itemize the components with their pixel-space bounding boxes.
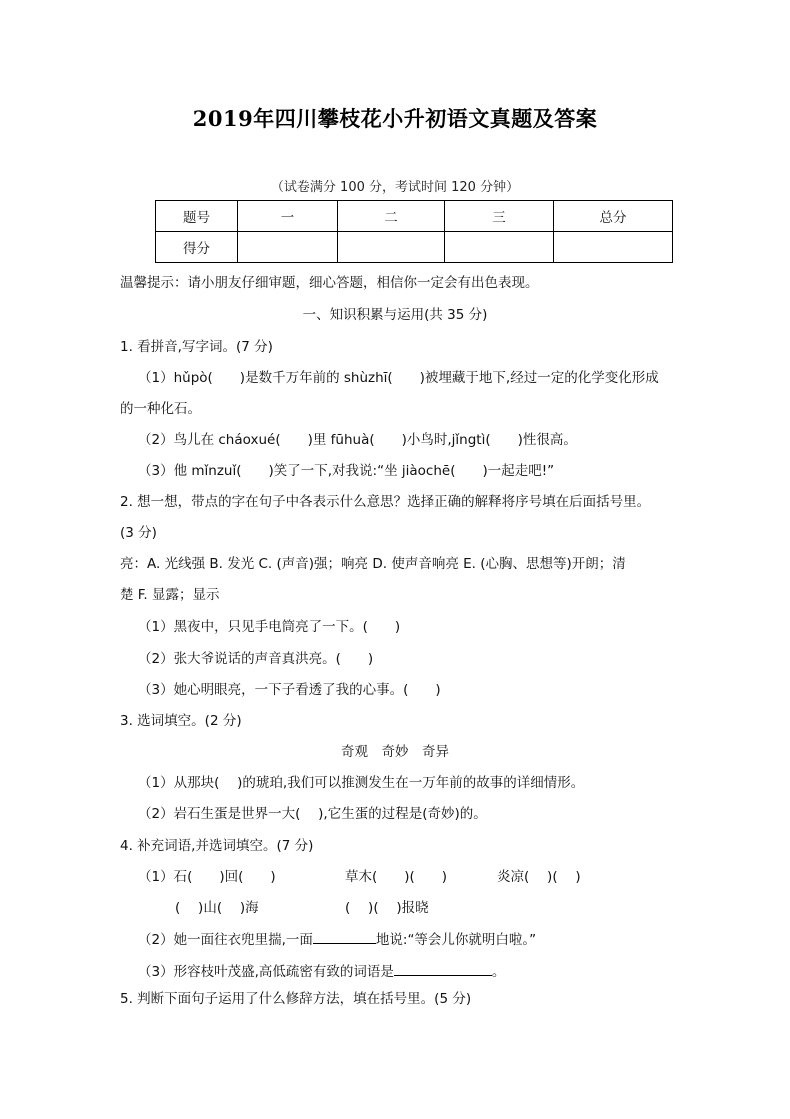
question-4-item-3 xyxy=(138,960,505,980)
score-table-score-row xyxy=(156,232,673,263)
question-4-item-1e: ( )( )报晓 xyxy=(345,900,429,916)
score-input-cell[interactable] xyxy=(238,232,338,263)
section-heading: 一、知识积累与运用(共 35 分) xyxy=(302,307,488,323)
question-4-item-1c: 炎凉( )( ) xyxy=(497,869,581,885)
question-4-item-3-pre: （3）形容枝叶茂盛,高低疏密有致的词语是 xyxy=(138,964,394,980)
table-cell: 题号 xyxy=(156,201,238,232)
tip-text: 温馨提示：请小朋友仔细审题，细心答题，相信你一定会有出色表现。 xyxy=(120,275,539,291)
score-input-cell[interactable] xyxy=(445,232,554,263)
score-table-header-row xyxy=(156,201,673,232)
question-2-item-2: （2）张大爷说话的声音真洪亮。( ) xyxy=(138,651,374,667)
question-5-stem: 5. 判断下面句子运用了什么修辞方法，填在括号里。(5 分) xyxy=(120,991,472,1007)
word-bank: 奇观 奇妙 奇异 xyxy=(341,744,449,760)
table-cell: 三 xyxy=(445,201,554,232)
question-2-options-cont: 楚 F. 显露；显示 xyxy=(120,587,220,603)
question-4-item-2-post: 地说:“等会儿你就明白啦。” xyxy=(375,932,537,948)
question-1-stem: 1. 看拼音,写字词。(7 分) xyxy=(120,339,273,355)
question-4-stem: 4. 补充词语,并选词填空。(7 分) xyxy=(120,838,314,854)
answer-blank[interactable] xyxy=(394,963,492,976)
question-3-item-2: （2）岩石生蛋是世界一大( ),它生蛋的过程是(奇妙)的。 xyxy=(138,806,487,822)
score-input-cell[interactable] xyxy=(554,232,673,263)
table-cell: 一 xyxy=(238,201,338,232)
question-2-options: 亮：A. 光线强 B. 发光 C. (声音)强；响亮 D. 使声音响亮 E. (心胸、思想等)开朗；清 xyxy=(120,556,626,572)
question-4-item-1d: ( )山( )海 xyxy=(175,900,259,916)
score-table xyxy=(155,200,673,263)
question-1-item-3: （3）他 mǐnzuǐ( )笑了一下,对我说:“坐 jiàochē( )一起走吧!” xyxy=(138,463,555,479)
question-4-item-1a: （1）石( )回( ) xyxy=(138,869,276,885)
question-3-stem: 3. 选词填空。(2 分) xyxy=(120,713,242,729)
question-2-points: (3 分) xyxy=(120,525,157,541)
question-2-stem: 2. 想一想，带点的字在句子中各表示什么意思？选择正确的解释将序号填在后面括号里。 xyxy=(120,494,651,510)
question-3-item-1: （1）从那块( )的琥珀,我们可以推测发生在一万年前的故事的详细情形。 xyxy=(138,775,585,791)
question-4-item-3-post: 。 xyxy=(491,964,506,980)
document-title: 2019年四川攀枝花小升初语文真题及答案 xyxy=(192,106,598,131)
question-4-item-2-pre: （2）她一面往衣兜里揣,一面 xyxy=(138,932,313,948)
answer-blank[interactable] xyxy=(313,931,376,944)
exam-info: （试卷满分 100 分，考试时间 120 分钟） xyxy=(270,180,520,195)
question-4-item-1b: 草木( )( ) xyxy=(345,869,448,885)
question-1-item-2: （2）鸟儿在 cháoxué( )里 fūhuà( )小鸟时,jǐngtì( )性很高。 xyxy=(138,432,577,448)
question-2-item-3: （3）她心明眼亮，一下子看透了我的心事。( ) xyxy=(138,682,441,698)
score-input-cell[interactable] xyxy=(338,232,445,263)
table-cell: 二 xyxy=(338,201,445,232)
question-1-item-1-cont: 的一种化石。 xyxy=(120,401,201,417)
question-2-item-1: （1）黑夜中，只见手电筒亮了一下。( ) xyxy=(138,619,401,635)
question-4-item-2 xyxy=(138,928,536,948)
question-1-item-1: （1）hǔpò( )是数千万年前的 shùzhī( )被埋藏于地下,经过一定的化学变化形成 xyxy=(138,370,659,386)
table-cell: 得分 xyxy=(156,232,238,263)
table-cell: 总分 xyxy=(554,201,673,232)
